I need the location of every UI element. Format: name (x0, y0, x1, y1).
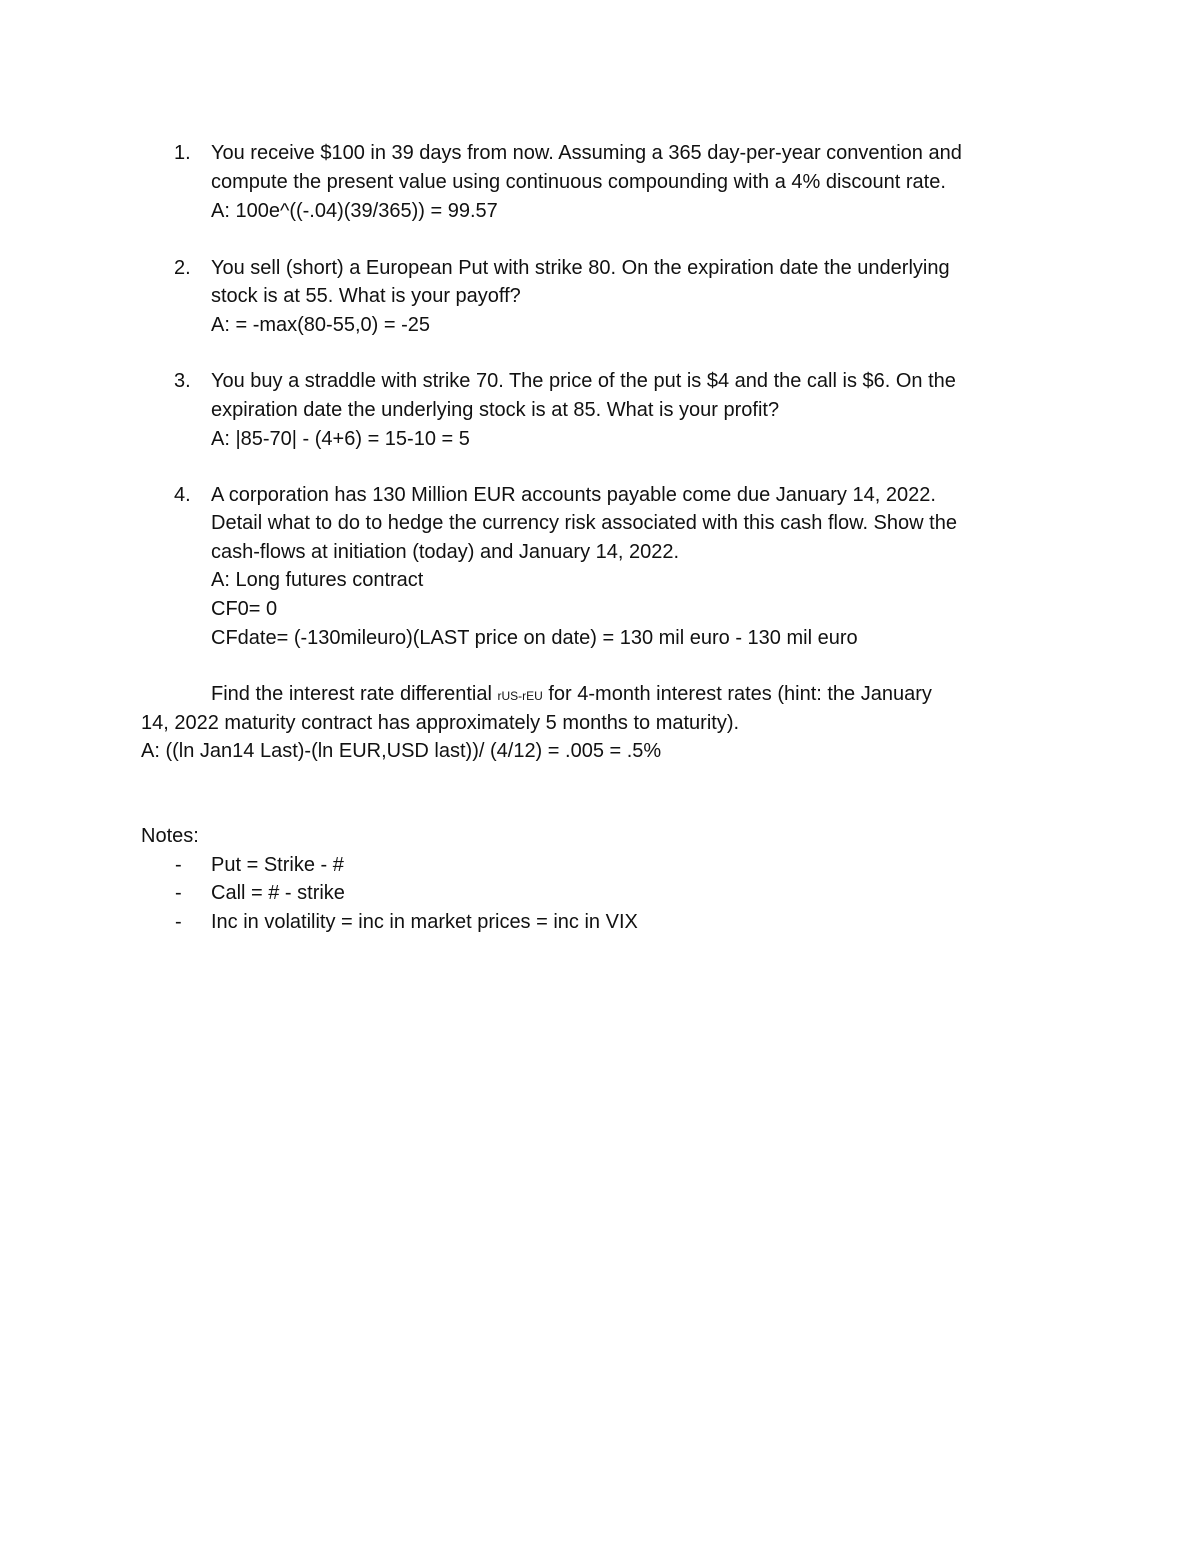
note-item: Call = # - strike (211, 882, 345, 904)
answer-text: A: ((ln Jan14 Last)-(ln EUR,USD last))/ (4/12) = .005 = .5% (141, 740, 662, 762)
question-number: 1. (174, 142, 191, 164)
answer-text: CF0= 0 (211, 598, 278, 620)
note-item: Inc in volatility = inc in market prices = inc in VIX (211, 911, 638, 933)
question-number: 4. (174, 484, 191, 506)
answer-text: A: 100e^((-.04)(39/365)) = 99.57 (211, 200, 498, 222)
notes-heading: Notes: (141, 825, 199, 847)
question-text: You receive $100 in 39 days from now. Assuming a 365 day-per-year convention and (211, 142, 962, 164)
answer-text: A: = -max(80-55,0) = -25 (211, 314, 430, 336)
question-text: A corporation has 130 Million EUR accounts payable come due January 14, 2022. (211, 484, 936, 506)
bullet-dash: - (175, 882, 182, 904)
question-text: stock is at 55. What is your payoff? (211, 285, 521, 307)
followup-text: for 4-month interest rates (hint: the January (542, 683, 932, 705)
bullet-dash: - (175, 854, 182, 876)
question-text: cash-flows at initiation (today) and January 14, 2022. (211, 541, 680, 563)
question-text: compute the present value using continuous compounding with a 4% discount rate. (211, 171, 946, 193)
question-text: Detail what to do to hedge the currency risk associated with this cash flow. Show the (211, 512, 957, 534)
answer-text: A: Long futures contract (211, 569, 424, 591)
followup-line-1 (211, 680, 932, 711)
question-text: You sell (short) a European Put with strike 80. On the expiration date the underlying (211, 257, 950, 279)
followup-line-2: 14, 2022 maturity contract has approximately 5 months to maturity). (141, 712, 740, 734)
answer-text: A: |85-70| - (4+6) = 15-10 = 5 (211, 428, 470, 450)
subscript-label: rUS-rEU (497, 689, 543, 703)
question-text: You buy a straddle with strike 70. The price of the put is $4 and the call is $6. On the (211, 370, 956, 392)
followup-text: Find the interest rate differential (211, 683, 498, 705)
answer-text: CFdate= (-130mileuro)(LAST price on date) = 130 mil euro - 130 mil euro (211, 627, 858, 649)
question-number: 3. (174, 370, 191, 392)
bullet-dash: - (175, 911, 182, 933)
question-text: expiration date the underlying stock is at 85. What is your profit? (211, 399, 780, 421)
question-number: 2. (174, 257, 191, 279)
note-item: Put = Strike - # (211, 854, 344, 876)
